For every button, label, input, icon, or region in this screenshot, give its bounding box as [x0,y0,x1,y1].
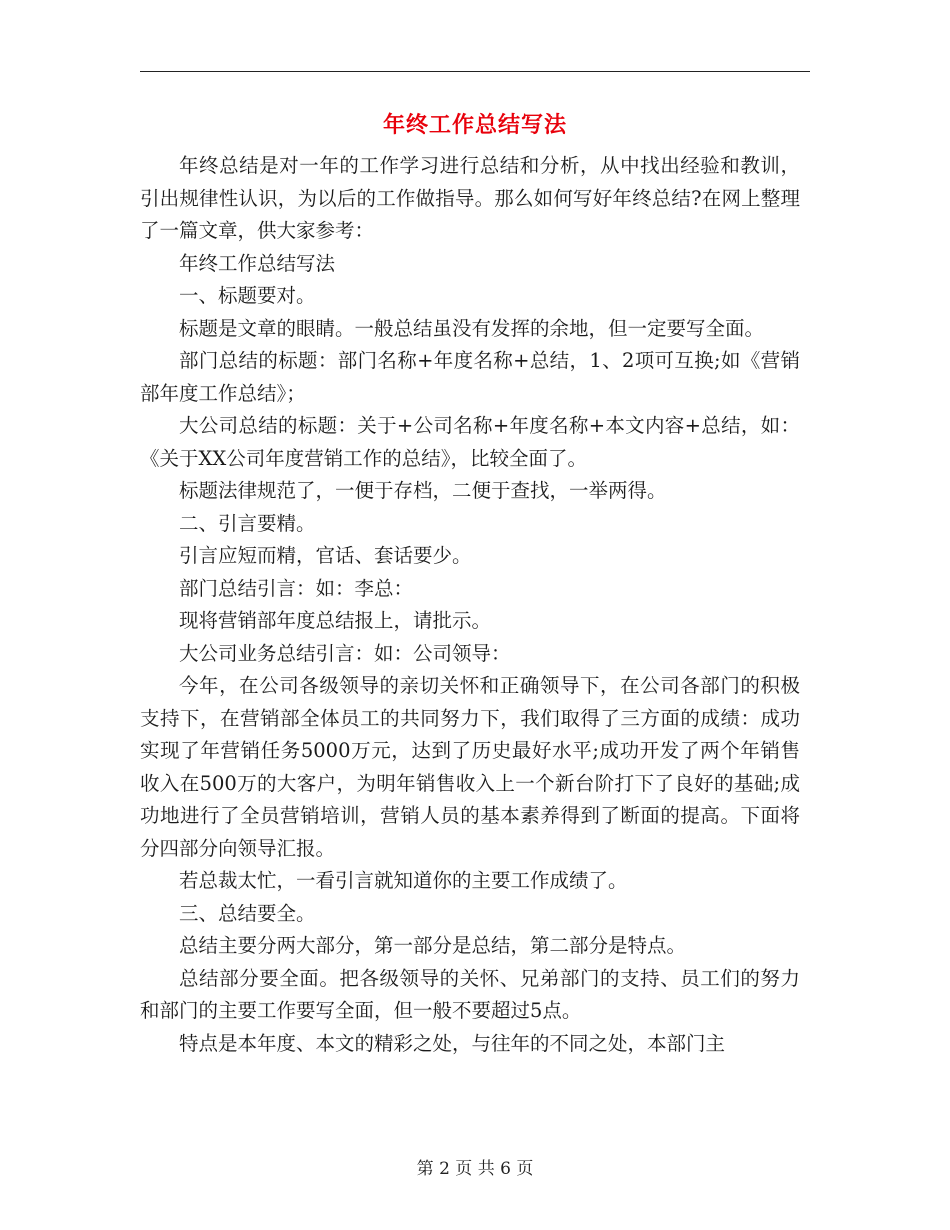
paragraph: 今年，在公司各级领导的亲切关怀和正确领导下，在公司各部门的积极支持下，在营销部全体员工的共同努力下，我们取得了三方面的成绩：成功实现了年营销任务5000万元，达到了历史最好水平;成功开发了两个年销售收入在500万的大客户，为明年销售收入上一个新台阶打下了良好的基础;成功地进行了全员营销培训，营销人员的基本素养得到了断面的提高。下面将分四部分向领导汇报。 [140,674,800,860]
paragraph: 总结部分要全面。把各级领导的关怀、兄弟部门的支持、员工们的努力和部门的主要工作要写全面，但一般不要超过5点。 [140,966,800,1022]
paragraph: 年终总结是对一年的工作学习进行总结和分析，从中找出经验和教训，引出规律性认识，为以后的工作做指导。那么如何写好年终总结?在网上整理了一篇文章，供大家参考： [140,154,800,242]
paragraph: 年终工作总结写法 [179,251,336,275]
paragraph: 大公司总结的标题：关于+公司名称+年度名称+本文内容+总结，如：《关于XX公司年度营销工作的总结》，比较全面了。 [140,414,800,470]
header-rule [140,71,810,72]
paragraph: 引言应短而精，官话、套话要少。 [179,544,472,567]
section-heading: 一、标题要对。 [179,284,316,307]
document-body [140,150,800,1060]
paragraph: 大公司业务总结引言：如：公司领导： [179,641,511,665]
document-title: 年终工作总结写法 [382,112,567,138]
paragraph: 部门总结引言：如：李总： [179,576,414,600]
paragraph: 部门总结的标题：部门名称+年度名称+总结，1、2项可互换;如《营销部年度工作总结》； [140,349,800,405]
page-footer: 第 2 页 共 6 页 [416,1159,534,1179]
paragraph: 总结主要分两大部分，第一部分是总结，第二部分是特点。 [179,934,687,957]
paragraph: 特点是本年度、本文的精彩之处，与往年的不同之处，本部门主 [179,1031,726,1055]
paragraph: 现将营销部年度总结报上，请批示。 [179,609,492,632]
paragraph: 若总裁太忙，一看引言就知道你的主要工作成绩了。 [179,869,628,892]
section-heading: 二、引言要精。 [179,511,316,535]
section-heading: 三、总结要全。 [179,901,316,925]
paragraph: 标题是文章的眼睛。一般总结虽没有发挥的余地，但一定要写全面。 [179,316,765,340]
paragraph: 标题法律规范了，一便于存档，二便于查找，一举两得。 [179,479,667,502]
